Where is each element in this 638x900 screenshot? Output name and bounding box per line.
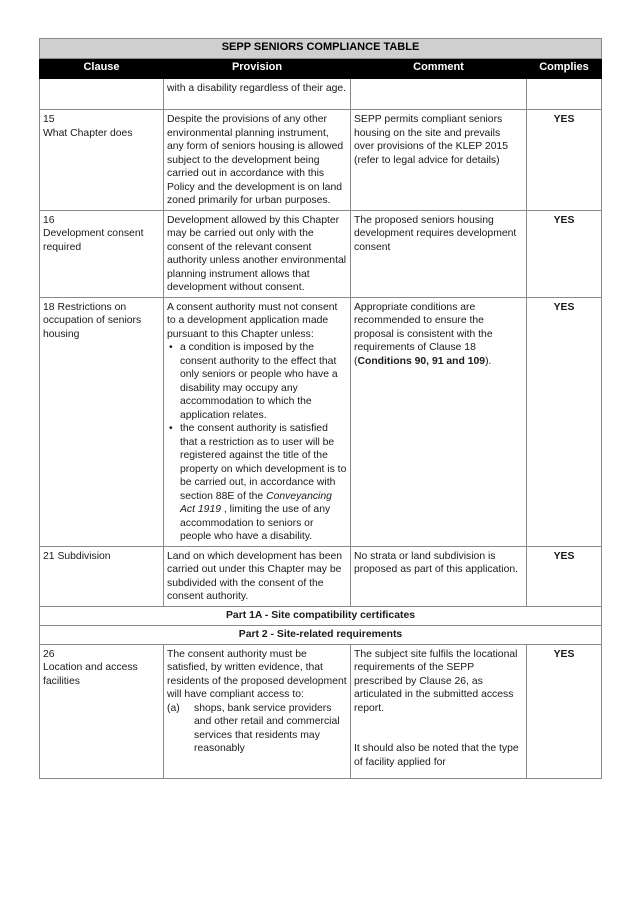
clause-number: 15 [43, 114, 55, 125]
comment-text: Appropriate conditions are recommended to ensure the proposal is consistent with the requirements of Clause 18 ( [354, 301, 493, 367]
act-name: Conveyancing Act 1919 [180, 490, 332, 515]
header-comment: Comment [351, 59, 527, 79]
provision-bullets [167, 341, 347, 544]
header-complies: Complies [527, 59, 602, 79]
bullet-item [167, 422, 347, 544]
comment-cell [351, 644, 527, 778]
compliance-table [39, 38, 602, 779]
clause-cell [40, 644, 164, 778]
subitem-text: shops, bank service providers and other retail and commercial services that residents may reasonably [194, 702, 340, 754]
table-row [40, 110, 602, 211]
part-heading: Part 2 - Site-related requirements [40, 625, 602, 644]
header-clause: Clause [40, 59, 164, 79]
clause-cell: 21 Subdivision [40, 546, 164, 606]
provision-cell: Despite the provisions of any other environmental planning instrument, any form of seniors housing is allowed subject to the development being carried out in accordance with this Policy and the development is on land zoned primarily for urban purposes. [164, 110, 351, 211]
clause-number: 16 [43, 214, 55, 226]
table-row [40, 546, 602, 606]
table-row [40, 644, 602, 778]
complies-cell: YES [527, 644, 602, 778]
provision-intro: A consent authority must not consent to a development application made pursuant to this Chapter unless: [167, 301, 338, 340]
comment-text: The subject site fulfils the locational requirements of the SEPP prescribed by Clause 26, as articulated in the submitted access report. [354, 648, 518, 714]
table-row [40, 210, 602, 297]
table-row [40, 297, 602, 546]
provision-cell [164, 644, 351, 778]
comment-cell [351, 79, 527, 110]
bullet-text: , limiting the use of any accommodation to seniors or people who have a disability. [180, 504, 331, 542]
header-provision: Provision [164, 59, 351, 79]
part-heading-row [40, 625, 602, 644]
clause-cell [40, 110, 164, 211]
provision-cell: with a disability regardless of their age. [164, 79, 351, 110]
comment-text: ). [485, 355, 492, 367]
comment-cell: SEPP permits compliant seniors housing on the site and prevails over provisions of the KLEP 2015 (refer to legal advice for details) [351, 110, 527, 211]
provision-cell: Land on which development has been carried out under this Chapter may be subdivided with the consent of the consent authority. [164, 546, 351, 606]
clause-title: Development consent required [43, 228, 144, 253]
comment-cell: No strata or land subdivision is proposed as part of this application. [351, 546, 527, 606]
clause-title: Location and access facilities [43, 662, 138, 687]
conditions-ref: Conditions 90, 91 and 109 [357, 355, 486, 367]
clause-cell: 18 Restrictions on occupation of seniors housing [40, 297, 164, 546]
provision-subitem [167, 702, 347, 756]
part-heading-row [40, 606, 602, 625]
table-title: SEPP SENIORS COMPLIANCE TABLE [40, 39, 602, 59]
provision-cell [164, 297, 351, 546]
clause-cell [40, 79, 164, 110]
comment-cell [351, 297, 527, 546]
subitem-label: (a) [167, 702, 180, 714]
clause-title: What Chapter does [43, 127, 133, 139]
table-row [40, 79, 602, 110]
provision-intro: The consent authority must be satisfied, by written evidence, that residents of the proposed development will have compliant access to: [167, 648, 347, 700]
bullet-text: the consent authority is satisfied that a restriction as to user will be registered against the title of the property on which development is to be carried out, in accordance with section 88E of the [180, 423, 347, 502]
bullet-item: • a condition is imposed by the consent authority to the effect that only seniors or people who have a disability may occupy any accommodation to which the application relates. [167, 341, 347, 422]
clause-cell [40, 210, 164, 297]
provision-cell: Development allowed by this Chapter may be carried out only with the consent of the relevant consent authority unless another environmental planning instrument allows that development without consent. [164, 210, 351, 297]
complies-cell: YES [527, 297, 602, 546]
complies-cell: YES [527, 210, 602, 297]
comment-cell: The proposed seniors housing development requires development consent [351, 210, 527, 297]
complies-cell [527, 79, 602, 110]
part-heading: Part 1A - Site compatibility certificates [40, 606, 602, 625]
complies-cell: YES [527, 546, 602, 606]
clause-number: 26 [43, 648, 55, 660]
comment-text: It should also be noted that the type of facility applied for [354, 743, 519, 768]
complies-cell: YES [527, 110, 602, 211]
